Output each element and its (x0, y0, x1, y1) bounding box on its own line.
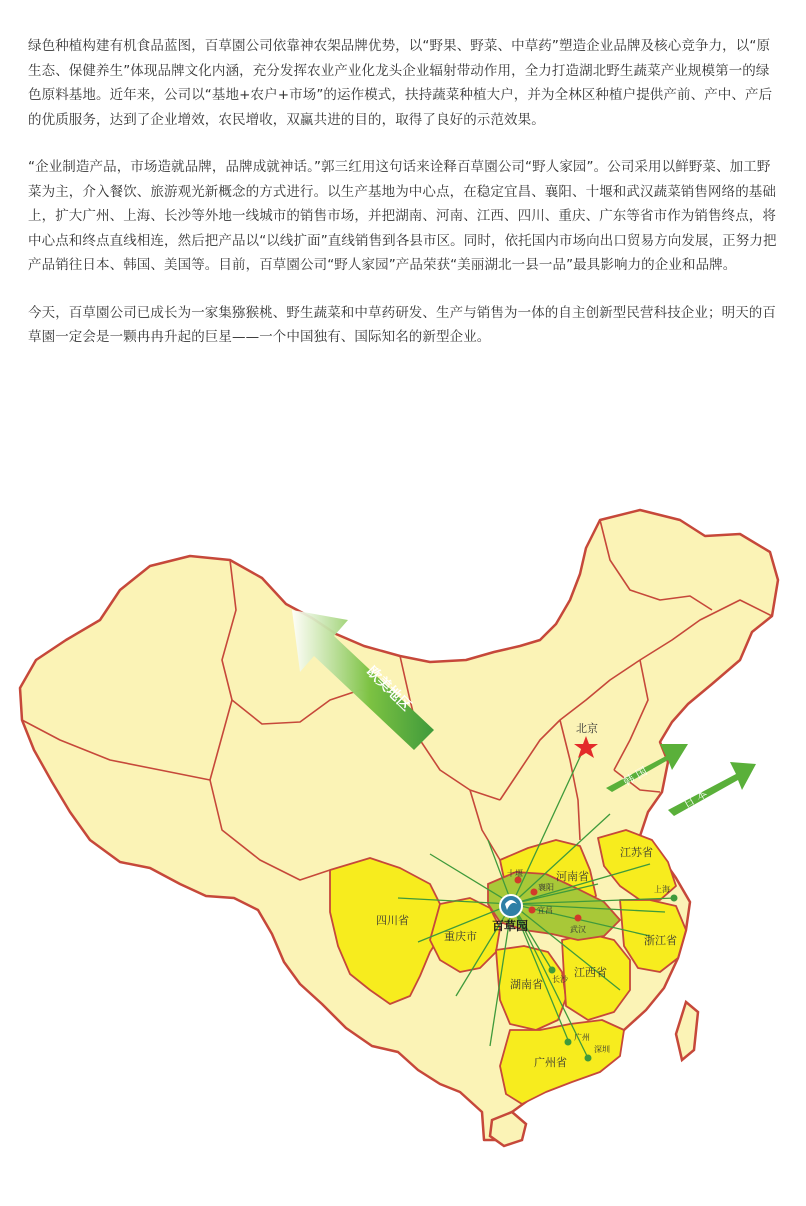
guangdong-label: 广州省 (534, 1056, 567, 1069)
arrow-japan (668, 762, 756, 816)
changsha-dot (549, 967, 556, 974)
jiangsu-label: 江苏省 (620, 846, 653, 859)
shiyan-label: 十堰 (507, 869, 523, 878)
article-body (28, 34, 780, 373)
jiangxi-label: 江西省 (574, 966, 607, 979)
china-outline (20, 510, 778, 1140)
arrow-japan-label: 日 本 (681, 786, 710, 811)
xiangyang-label: 襄阳 (538, 883, 554, 892)
outlook-paragraph: 今天，百草園公司已成长为一家集猕猴桃、野生蔬菜和中草药研发、生产与销售为一体的自主创新型民营科技企业；明天的百草園一定会是一颗冉冉升起的巨星——一个中国独有、国际知名的新型企业。 (28, 304, 776, 345)
hunan-label: 湖南省 (510, 978, 543, 991)
shanghai-dot (671, 895, 678, 902)
baicaoyuan-logo-icon (500, 895, 522, 917)
intro-paragraph: 绿色种植构建有机食品蓝图，百草園公司依靠神农架品牌优势，以“野果、野菜、中草药”塑造企业品牌及核心竞争力，以“原生态、保健养生”体现品牌文化内涵，充分发挥农业产业化龙头企业辐射带动作用，全力打造湖北野生蔬菜产业规模第一的绿色原料基地。近年来，公司以“基地+农户+市场”的运作模式，扶持蔬菜种植大户，并为全林区种植户提供产前、产中、产后的优质服务，达到了企业增效，农民增收，双赢共进的目的，取得了良好的示范效果。 (28, 38, 773, 128)
yichang-dot (529, 907, 536, 914)
strategy-paragraph: “企业制造产品，市场造就品牌，品牌成就神话。”郭三红用这句话来诠释百草園公司“野人家园”。公司采用以鲜野菜、加工野菜为主，介入餐饮、旅游观光新概念的方式进行。以生产基地为中心点，在稳定宜昌、襄阳、十堰和武汉蔬菜销售网络的基础上，扩大广州、上海、长沙等外地一线城市的销售市场，并把湖南、河南、江西、四川、重庆、广东等省市作为销售终点，将中心点和终点直线相连，然后把产品以“以线扩面”直线销售到各县市区。同时，依托国内市场向出口贸易方向发展，正努力把产品销往日本、韩国、美国等。目前，百草園公司“野人家园”产品荣获“美丽湖北一县一品”最具影响力的企业和品牌。 (28, 159, 777, 273)
chongqing-label: 重庆市 (444, 930, 477, 943)
shenzhen-label: 深圳 (594, 1045, 610, 1054)
arrow-west-label: 欧美地区 (363, 663, 415, 715)
wuhan-dot (575, 915, 582, 922)
zhejiang-label: 浙江省 (644, 934, 677, 947)
shenzhen-dot (585, 1055, 592, 1062)
hub-label: 百草园 (492, 919, 529, 933)
guangzhou-label: 广州 (574, 1033, 590, 1042)
beijing-label: 北京 (576, 722, 598, 735)
taiwan-island (676, 1002, 698, 1060)
china-sales-map (0, 490, 806, 1202)
sichuan-label: 四川省 (376, 914, 409, 927)
changsha-label: 长沙 (552, 975, 568, 984)
wuhan-label: 武汉 (570, 925, 586, 934)
shanghai-label: 上海 (654, 885, 670, 894)
guangzhou-dot (565, 1039, 572, 1046)
xiangyang-dot (531, 889, 538, 896)
map-svg (0, 490, 806, 1202)
arrow-korea-label: 韩 国 (621, 764, 650, 789)
henan-label: 河南省 (556, 870, 589, 883)
yichang-label: 宜昌 (537, 906, 553, 915)
